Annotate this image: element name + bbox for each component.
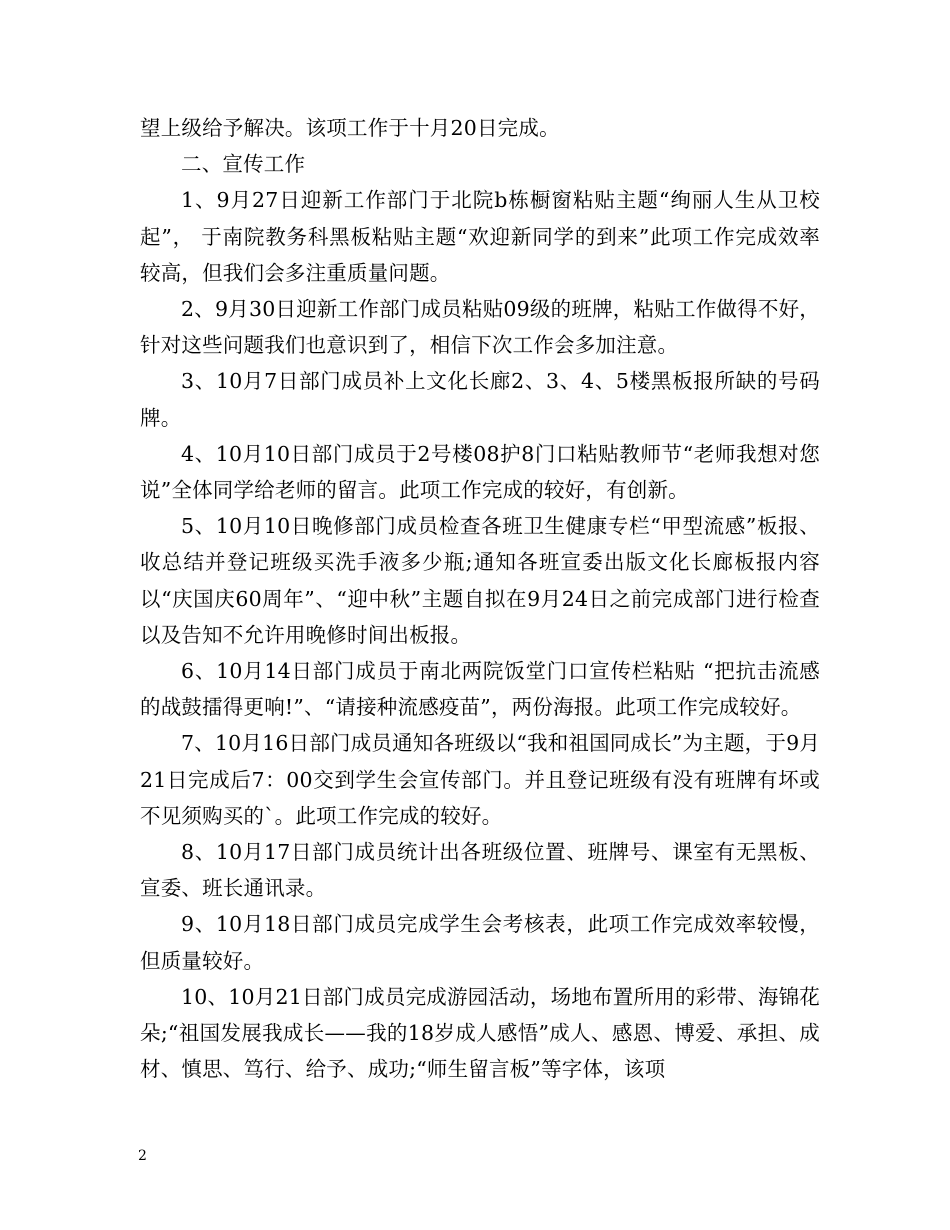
paragraph-item-3: 3、10月7日部门成员补上文化长廊2、3、4、5楼黑板报所缺的号码牌。 xyxy=(140,369,820,430)
section-heading: 二、宣传工作 xyxy=(181,152,306,177)
paragraph-item-6: 6、10月14日部门成员于南北两院饭堂门口宣传栏粘贴 “把抗击流感的战鼓擂得更响!”、“请接种流感疫苗”，两份海报。此项工作完成较好。 xyxy=(140,659,820,720)
paragraph-item-4: 4、10月10日部门成员于2号楼08护8门口粘贴教师节“老师我想对您说”全体同学给老师的留言。此项工作完成的较好，有创新。 xyxy=(140,441,820,503)
paragraph-item-9: 9、10月18日部门成员完成学生会考核表，此项工作完成效率较慢，但质量较好。 xyxy=(140,912,820,973)
paragraph-item-5: 5、10月10日晚修部门成员检查各班卫生健康专栏“甲型流感”板报、收总结并登记班级买洗手液多少瓶;通知各班宣委出版文化长廊板报内容以“庆国庆60周年”、“迎中秋”主题自拟在9月24日之前完成部门进行检查以及告知不允许用晚修时间出板报。 xyxy=(140,514,820,647)
page-number: 2 xyxy=(138,1148,147,1164)
paragraph-item-7: 7、10月16日部门成员通知各班级以“我和祖国同成长”为主题，于9月21日完成后7：00交到学生会宣传部门。并且登记班级有没有班牌有坏或不见须购买的`。此项工作完成的较好。 xyxy=(140,731,821,828)
paragraph-item-10: 10、10月21日部门成员完成游园活动，场地布置所用的彩带、海锦花朵;“祖国发展我成长——我的18岁成人感悟”成人、感恩、博爱、承担、成材、慎思、笃行、给予、成功;“师生留言板”等字体，该项 xyxy=(140,984,820,1082)
paragraph-item-1: 1、9月27日迎新工作部门于北院b栋橱窗粘贴主题“绚丽人生从卫校起”， 于南院教务科黑板粘贴主题“欢迎新同学的到来”此项工作完成效率较高，但我们会多注重质量问题。 xyxy=(140,188,820,285)
paragraph-continuation: 望上级给予解决。该项工作于十月20日完成。 xyxy=(140,116,560,140)
paragraph-item-2: 2、9月30日迎新工作部门成员粘贴09级的班牌，粘贴工作做得不好，针对这些问题我们也意识到了，相信下次工作会多加注意。 xyxy=(140,297,820,358)
document-body xyxy=(140,110,820,1087)
paragraph-item-8: 8、10月17日部门成员统计出各班级位置、班牌号、课室有无黑板、宣委、班长通讯录。 xyxy=(140,840,820,901)
